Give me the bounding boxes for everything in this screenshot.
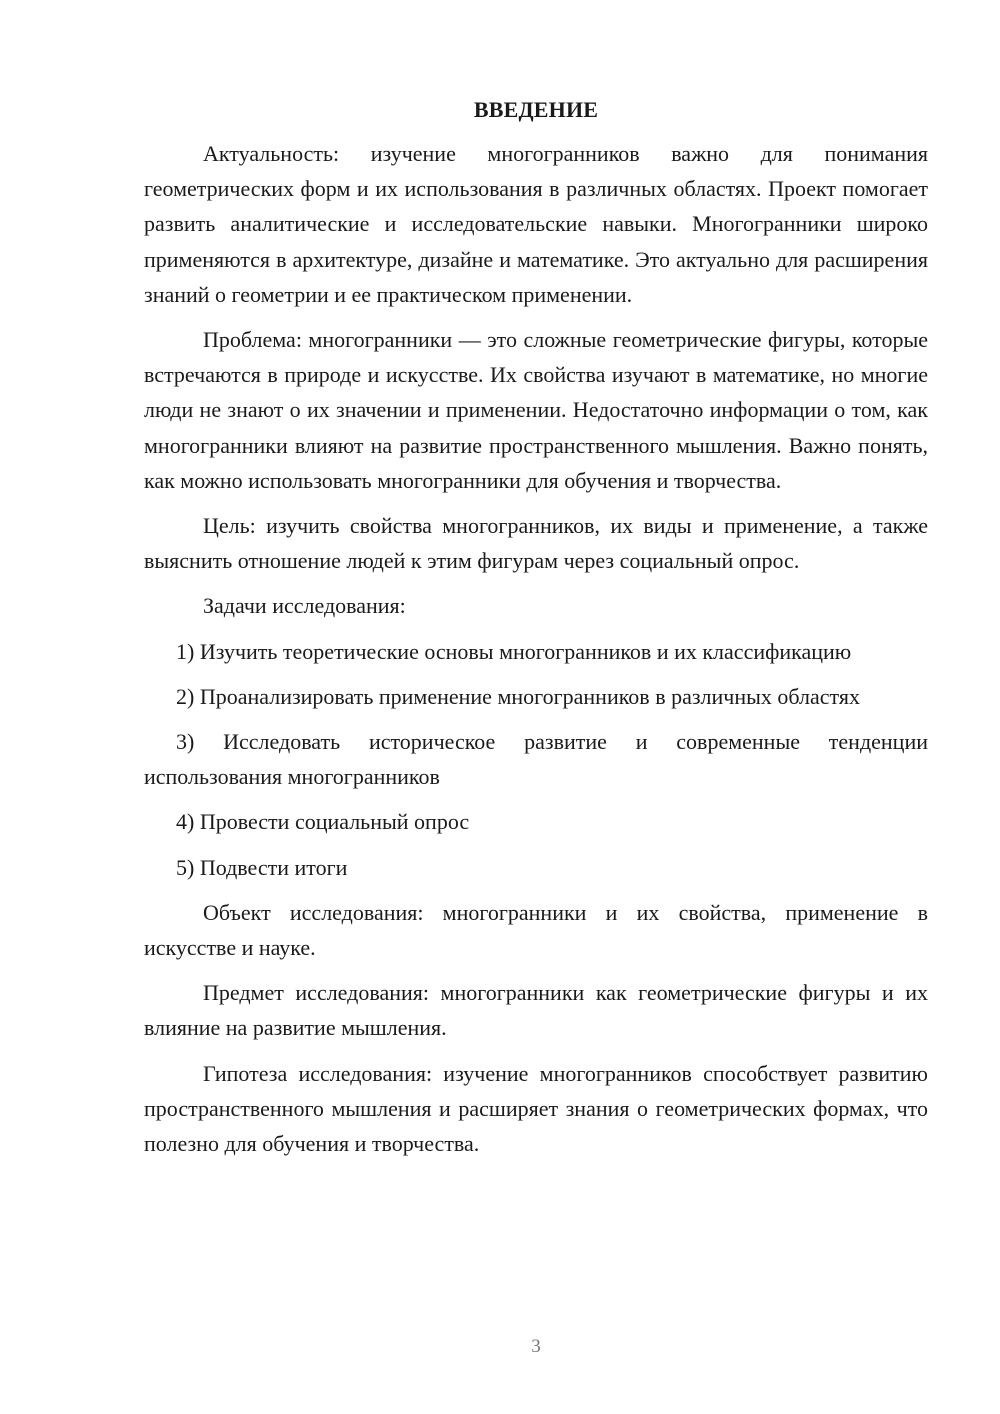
page-title: ВВЕДЕНИЕ [473,97,599,122]
paragraph-hypothesis: Гипотеза исследования: изучение многогранников способствует развитию пространственного мышления и расширяет знания о геометрических формах, что полезно для обучения и творчества. [144,1060,928,1157]
task-item-3: 3) Исследовать историческое развитие и современные тенденции использования многогранников [144,729,928,790]
paragraph-relevance: Актуальность: изучение многогранников важно для понимания геометрических форм и их использования в различных областях. Проект помогает развить аналитические и исследовательские навыки. Многогранники широко применяются в архитектуре, дизайне и математике. Это актуально для расширения знаний о геометрии и ее практическом применении. [144,141,928,307]
page-content [144,95,928,1171]
paragraph-subject: Предмет исследования: многогранники как геометрические фигуры и их влияние на развитие мышления. [144,980,928,1041]
task-item-1: 1) Изучить теоретические основы многогранников и их классификацию [176,638,852,664]
paragraph-problem: Проблема: многогранники — это сложные геометрические фигуры, которые встречаются в природе и искусстве. Их свойства изучают в математике, но многие люди не знают о их значении и применении. Недостаточно информации о том, как многогранники влияют на развитие пространственного мышления. Важно понять, как можно использовать многогранники для обучения и творчества. [144,327,928,493]
task-item-4: 4) Провести социальный опрос [176,809,470,835]
paragraph-goal: Цель: изучить свойства многогранников, их виды и применение, а также выяснить отношение людей к этим фигурам через социальный опрос. [144,513,928,574]
paragraph-object: Объект исследования: многогранники и их свойства, применение в искусстве и науке. [144,899,928,961]
paragraph-tasks-heading: Задачи исследования: [203,593,406,619]
task-item-5: 5) Подвести итоги [176,854,348,880]
task-item-2: 2) Проанализировать применение многогранников в различных областях [176,683,860,709]
page-number: 3 [531,1336,541,1357]
